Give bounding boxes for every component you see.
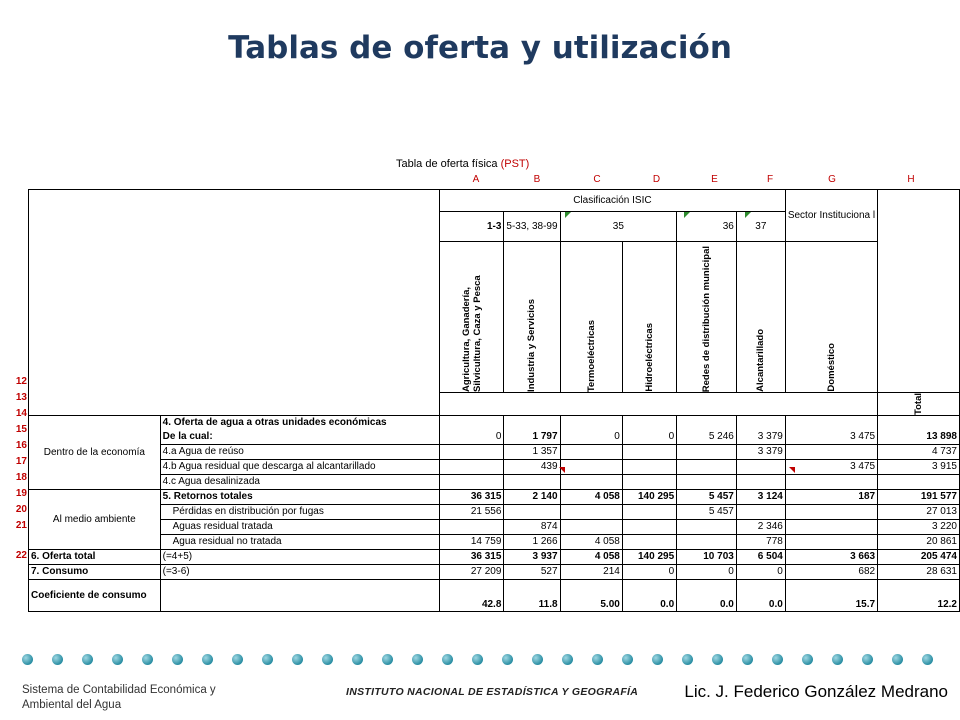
- col-letter-e: E: [711, 174, 718, 185]
- row-label: 5. Retornos totales: [160, 490, 439, 505]
- cell: 205 474: [878, 550, 960, 565]
- cell: 0: [677, 565, 737, 580]
- decorative-dot: [52, 654, 63, 665]
- cell: [439, 445, 503, 460]
- cell: 2 140: [504, 490, 560, 505]
- cell: 140 295: [622, 490, 676, 505]
- cell: 5.00: [560, 580, 622, 612]
- cell: [677, 416, 737, 430]
- comment-marker: [684, 212, 690, 218]
- cell: [504, 475, 560, 490]
- row-number: 20: [15, 504, 27, 515]
- slide-title: Tablas de oferta y utilización: [228, 30, 732, 66]
- isic-code: 36: [677, 212, 737, 242]
- cell: 214: [560, 565, 622, 580]
- decorative-dot: [532, 654, 543, 665]
- cell: 2 346: [736, 520, 785, 535]
- decorative-dot: [22, 654, 33, 665]
- cell: [878, 416, 960, 430]
- cell: 27 013: [878, 505, 960, 520]
- row-note: (=4+5): [160, 550, 439, 565]
- cell: [622, 445, 676, 460]
- cell: [785, 445, 877, 460]
- caption-text: Tabla de oferta física: [396, 158, 498, 170]
- cell: [622, 505, 676, 520]
- col-letter-b: B: [533, 174, 541, 185]
- isic-header: Clasificación ISIC: [439, 190, 785, 212]
- activity-header: [504, 242, 560, 393]
- cell: [785, 535, 877, 550]
- cell: 0.0: [736, 580, 785, 612]
- col-letter-d: D: [652, 174, 661, 185]
- total-header-blank: [878, 190, 960, 393]
- row-number: 13: [15, 392, 27, 403]
- cell: 3 937: [504, 550, 560, 565]
- decorative-dot: [502, 654, 513, 665]
- activity-name: Termoeléctricas: [585, 319, 597, 392]
- activity-header: [736, 242, 785, 393]
- cell: 36 315: [439, 550, 503, 565]
- caption-tag: (PST): [500, 158, 530, 170]
- activity-header: [439, 242, 503, 393]
- institute-logo-text: INSTITUTO NACIONAL DE ESTADÍSTICA Y GEOGRAFÍA: [346, 686, 639, 698]
- cell: 3 379: [736, 445, 785, 460]
- cell: 4 737: [878, 445, 960, 460]
- cell: 0: [560, 430, 622, 445]
- decorative-dot: [352, 654, 363, 665]
- cell: [560, 520, 622, 535]
- col-letter-a: A: [472, 174, 480, 185]
- comment-marker: [745, 212, 751, 218]
- cell: 3 379: [736, 430, 785, 445]
- cell: 0: [622, 565, 676, 580]
- activity-header: [785, 242, 877, 393]
- decorative-dot: [382, 654, 393, 665]
- decorative-dot: [772, 654, 783, 665]
- row-label: 4.c Agua desalinizada: [160, 475, 439, 490]
- decorative-dot: [622, 654, 633, 665]
- row-label: 6. Oferta total: [29, 550, 161, 565]
- cell: 682: [785, 565, 877, 580]
- decorative-dot: [292, 654, 303, 665]
- row-label: Aguas residual tratada: [160, 520, 439, 535]
- row-label: 4.b Agua residual que descarga al alcantarillado: [160, 460, 439, 475]
- cell: 20 861: [878, 535, 960, 550]
- row-note: (=3-6): [160, 565, 439, 580]
- activity-header: [622, 242, 676, 393]
- row-number: 12: [15, 376, 27, 387]
- decorative-dot: [712, 654, 723, 665]
- row-label: De la cual:: [160, 430, 439, 445]
- decorative-dot: [232, 654, 243, 665]
- total-header: [878, 393, 960, 416]
- decorative-dot: [592, 654, 603, 665]
- cell: 439: [504, 460, 560, 475]
- cell: 0.0: [677, 580, 737, 612]
- cell: [504, 416, 560, 430]
- cell: 3 124: [736, 490, 785, 505]
- decorative-dot: [802, 654, 813, 665]
- cell: 3 220: [878, 520, 960, 535]
- cell: [785, 416, 877, 430]
- cell: 5 457: [677, 490, 737, 505]
- cell: [677, 460, 737, 475]
- cell: 1 357: [504, 445, 560, 460]
- cell: [878, 475, 960, 490]
- cell: 4 058: [560, 490, 622, 505]
- cell: 10 703: [677, 550, 737, 565]
- decorative-dot: [262, 654, 273, 665]
- cell: 1 266: [504, 535, 560, 550]
- isic-code: 1-3: [439, 212, 503, 242]
- comment-marker: [789, 467, 795, 473]
- row-number: 22: [15, 550, 27, 561]
- footer-left-line: Sistema de Contabilidad Económica y: [22, 684, 216, 696]
- cell: [677, 445, 737, 460]
- activity-name: Agricultura, Ganadería, Silvicultura, Caza y Pesca: [460, 275, 483, 392]
- activity-name: Industria y Servicios: [526, 299, 538, 392]
- decorative-dot: [142, 654, 153, 665]
- col-letter-h: H: [907, 174, 915, 185]
- group-dentro: Dentro de la economía: [29, 416, 161, 490]
- row-label: 4. Oferta de agua a otras unidades económicas: [160, 416, 439, 430]
- cell: 36 315: [439, 490, 503, 505]
- cell: 14 759: [439, 535, 503, 550]
- col-letter-c: C: [593, 174, 601, 185]
- cell: 0.0: [622, 580, 676, 612]
- activity-name: Doméstico: [825, 343, 837, 392]
- cell: [736, 505, 785, 520]
- footer-author: Lic. J. Federico González Medrano: [684, 682, 948, 701]
- decorative-dot: [82, 654, 93, 665]
- decorative-dot: [412, 654, 423, 665]
- cell: 0: [622, 430, 676, 445]
- row-label: 7. Consumo: [29, 565, 161, 580]
- row-number: 21: [15, 520, 27, 531]
- row-number: 18: [15, 472, 27, 483]
- decorative-dot: [922, 654, 933, 665]
- cell: [439, 416, 503, 430]
- cell: [622, 535, 676, 550]
- activity-name: Alcantarillado: [755, 329, 767, 392]
- decorative-dot: [742, 654, 753, 665]
- cell: [677, 535, 737, 550]
- decorative-dot: [652, 654, 663, 665]
- decorative-dot: [472, 654, 483, 665]
- cell: 527: [504, 565, 560, 580]
- cell: 3 663: [785, 550, 877, 565]
- cell: [622, 416, 676, 430]
- row-number: 17: [15, 456, 27, 467]
- decorative-dot: [562, 654, 573, 665]
- cell: [504, 505, 560, 520]
- cell: [439, 475, 503, 490]
- decorative-dot: [832, 654, 843, 665]
- cell: [160, 580, 439, 612]
- total-name: Total: [913, 393, 925, 415]
- row-label: 4.a Agua de reúso: [160, 445, 439, 460]
- cell: [785, 505, 877, 520]
- cell: [736, 475, 785, 490]
- cell: [622, 520, 676, 535]
- footer-left-line: Ambiental del Agua: [22, 699, 122, 711]
- row-number: 16: [15, 440, 27, 451]
- decorative-dot: [322, 654, 333, 665]
- cell: 27 209: [439, 565, 503, 580]
- cell: 15.7: [785, 580, 877, 612]
- cell: [785, 520, 877, 535]
- decorative-dot: [892, 654, 903, 665]
- sector-header: Sector Instituciona l: [785, 190, 877, 242]
- cell: 0: [439, 430, 503, 445]
- column-letters: [0, 174, 960, 188]
- decorative-dot: [202, 654, 213, 665]
- row-number: 15: [15, 424, 27, 435]
- row-number: 14: [15, 408, 27, 419]
- isic-code: 35: [560, 212, 677, 242]
- activity-name: Hidroeléctricas: [643, 323, 655, 392]
- cell: [785, 475, 877, 490]
- cell: 12.2: [878, 580, 960, 612]
- cell: 187: [785, 490, 877, 505]
- cell: 5 457: [677, 505, 737, 520]
- cell: 3 475: [785, 460, 877, 475]
- cell: 1 797: [504, 430, 560, 445]
- decorative-dot: [172, 654, 183, 665]
- cell: 140 295: [622, 550, 676, 565]
- cell: [560, 416, 622, 430]
- group-medio: Al medio ambiente: [29, 490, 161, 550]
- cell: 11.8: [504, 580, 560, 612]
- decorative-dots: [22, 654, 942, 670]
- cell: 3 475: [785, 430, 877, 445]
- cell: 21 556: [439, 505, 503, 520]
- cell: [439, 460, 503, 475]
- cell: [677, 475, 737, 490]
- col-letter-g: G: [828, 174, 836, 185]
- cell: [736, 416, 785, 430]
- activity-header: [677, 242, 737, 393]
- cell: [736, 460, 785, 475]
- row-label: Coeficiente de consumo: [29, 580, 161, 612]
- supply-table: [28, 189, 960, 612]
- row-label: Pérdidas en distribución por fugas: [160, 505, 439, 520]
- cell: 191 577: [878, 490, 960, 505]
- row-label: Agua residual no tratada: [160, 535, 439, 550]
- cell: [439, 520, 503, 535]
- isic-code: 5-33, 38-99: [504, 212, 560, 242]
- activity-name: Redes de distribución municipal: [700, 245, 712, 392]
- cell: [560, 505, 622, 520]
- cell: [560, 475, 622, 490]
- cell: [560, 460, 622, 475]
- cell: [622, 475, 676, 490]
- activity-header: [560, 242, 622, 393]
- decorative-dot: [442, 654, 453, 665]
- cell: [677, 520, 737, 535]
- cell: 778: [736, 535, 785, 550]
- col-letter-f: F: [766, 174, 774, 185]
- comment-marker: [565, 212, 571, 218]
- row-number: 19: [15, 488, 27, 499]
- cell: 874: [504, 520, 560, 535]
- header-blank: [29, 190, 440, 416]
- cell: 4 058: [560, 535, 622, 550]
- table-caption: [396, 158, 529, 170]
- decorative-dot: [862, 654, 873, 665]
- footer-left: [22, 683, 216, 713]
- cell: 13 898: [878, 430, 960, 445]
- cell: 5 246: [677, 430, 737, 445]
- decorative-dot: [112, 654, 123, 665]
- comment-marker: [559, 467, 565, 473]
- cell: 6 504: [736, 550, 785, 565]
- spacer: [439, 393, 877, 416]
- cell: 3 915: [878, 460, 960, 475]
- cell: 4 058: [560, 550, 622, 565]
- cell: 0: [736, 565, 785, 580]
- decorative-dot: [682, 654, 693, 665]
- cell: [622, 460, 676, 475]
- cell: [560, 445, 622, 460]
- isic-code: 37: [736, 212, 785, 242]
- cell: 28 631: [878, 565, 960, 580]
- cell: 42.8: [439, 580, 503, 612]
